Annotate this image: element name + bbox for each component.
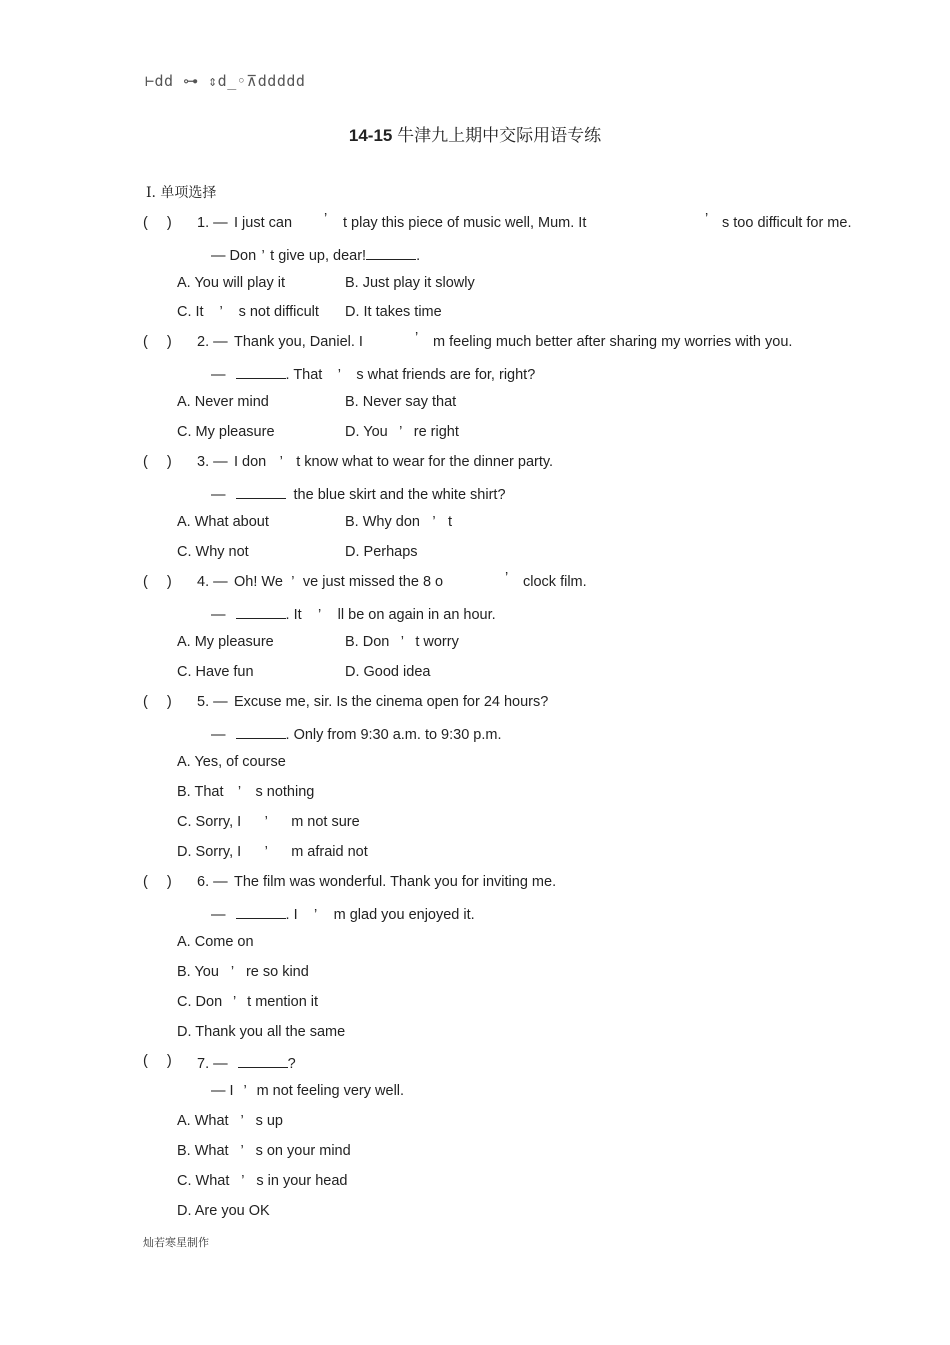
q3-answer-paren[interactable]: ( ) xyxy=(143,454,172,470)
q2-option-a[interactable]: A. Never mind xyxy=(177,394,269,410)
q7-option-a[interactable]: A. What ’ s up xyxy=(177,1113,283,1129)
q4-blank xyxy=(236,604,286,619)
q7-reply: — I ’ m not feeling very well. xyxy=(211,1083,405,1099)
q5-blank xyxy=(236,724,286,739)
q2-option-d[interactable]: D. You ’ re right xyxy=(345,424,459,440)
q4-line1-part2: clock film. xyxy=(523,574,587,590)
q3-line1: I don ’ t know what to wear for the dinner party. xyxy=(234,454,554,470)
q6-answer-paren[interactable]: ( ) xyxy=(143,874,172,890)
q1-number: 1. — xyxy=(197,215,228,231)
q4-answer-paren[interactable]: ( ) xyxy=(143,574,172,590)
q7-question: 7. — ? xyxy=(197,1053,296,1072)
q4-line1-part1: Oh! We ’ ve just missed the 8 o xyxy=(234,574,444,590)
q2-blank xyxy=(236,364,286,379)
q2-line1-part2: m feeling much better after sharing my worries with you. xyxy=(433,334,793,350)
q7-option-b[interactable]: B. What ’ s on your mind xyxy=(177,1143,351,1159)
q3-option-c[interactable]: C. Why not xyxy=(177,544,249,560)
q3-reply: — the blue skirt and the white shirt? xyxy=(211,484,506,503)
q4-option-a[interactable]: A. My pleasure xyxy=(177,634,274,650)
section-heading: Ⅰ. 单项选择 xyxy=(146,185,217,201)
q1-reply: — Don ’ t give up, dear! . xyxy=(211,245,420,264)
q7-blank xyxy=(238,1053,288,1068)
q6-reply: — . I ’ m glad you enjoyed it. xyxy=(211,904,475,923)
q5-option-a[interactable]: A. Yes, of course xyxy=(177,754,286,770)
page-header-garbled: ⊢dd ⊶ ⇕d_◦⊼ddddd xyxy=(145,72,306,90)
q6-number: 6. — xyxy=(197,874,228,890)
q1-option-c[interactable]: C. It ’ s not difficult xyxy=(177,304,319,320)
q7-option-c[interactable]: C. What ’ s in your head xyxy=(177,1173,348,1189)
q5-option-b[interactable]: B. That ’ s nothing xyxy=(177,784,315,800)
q1-option-a[interactable]: A. You will play it xyxy=(177,275,286,291)
q2-option-c[interactable]: C. My pleasure xyxy=(177,424,275,440)
q5-option-d[interactable]: D. Sorry, I ’ m afraid not xyxy=(177,844,368,860)
q4-reply: — . It ’ ll be on again in an hour. xyxy=(211,604,496,623)
q7-option-d[interactable]: D. Are you OK xyxy=(177,1203,270,1219)
q1-line1-part1: I just can xyxy=(234,215,293,231)
q6-option-a[interactable]: A. Come on xyxy=(177,934,254,950)
q3-option-d[interactable]: D. Perhaps xyxy=(345,544,418,560)
q6-option-c[interactable]: C. Don ’ t mention it xyxy=(177,994,319,1010)
q3-number: 3. — xyxy=(197,454,228,470)
q1-line1-part3: s too difficult for me. xyxy=(722,215,852,231)
q1-answer-paren[interactable]: ( ) xyxy=(143,215,172,231)
q5-option-c[interactable]: C. Sorry, I ’ m not sure xyxy=(177,814,360,830)
q2-answer-paren[interactable]: ( ) xyxy=(143,334,172,350)
q3-blank xyxy=(236,484,286,499)
q4-option-d[interactable]: D. Good idea xyxy=(345,664,431,680)
q1-option-d[interactable]: D. It takes time xyxy=(345,304,442,320)
q1-apostrophe: ’ xyxy=(705,211,709,227)
q5-number: 5. — xyxy=(197,694,228,710)
q1-line1-part2: t play this piece of music well, Mum. It xyxy=(343,215,587,231)
q6-line1: The film was wonderful. Thank you for inviting me. xyxy=(234,874,557,890)
q6-option-b[interactable]: B. You ’ re so kind xyxy=(177,964,309,980)
page-title: 14-15 牛津九上期中交际用语专练 xyxy=(348,126,602,145)
q1-blank xyxy=(366,245,416,260)
q3-option-a[interactable]: A. What about xyxy=(177,514,269,530)
q6-blank xyxy=(236,904,286,919)
q7-answer-paren[interactable]: ( ) xyxy=(143,1053,172,1069)
q4-number: 4. — xyxy=(197,574,228,590)
q4-apostrophe: ’ xyxy=(505,570,509,586)
q1-option-b[interactable]: B. Just play it slowly xyxy=(345,275,475,291)
q4-option-b[interactable]: B. Don ’ t worry xyxy=(345,634,459,650)
q6-option-d[interactable]: D. Thank you all the same xyxy=(177,1024,346,1040)
q5-answer-paren[interactable]: ( ) xyxy=(143,694,172,710)
q1-apostrophe: ’ xyxy=(324,211,328,227)
q2-number: 2. — xyxy=(197,334,228,350)
q2-reply: — . That ’ s what friends are for, right? xyxy=(211,364,535,383)
q4-option-c[interactable]: C. Have fun xyxy=(177,664,254,680)
q5-reply: — . Only from 9:30 a.m. to 9:30 p.m. xyxy=(211,724,502,743)
q3-option-b[interactable]: B. Why don ’ t xyxy=(345,514,452,530)
q5-line1: Excuse me, sir. Is the cinema open for 24 hours? xyxy=(234,694,549,710)
q2-option-b[interactable]: B. Never say that xyxy=(345,394,457,410)
q2-apostrophe: ’ xyxy=(415,330,419,346)
q2-line1-part1: Thank you, Daniel. I xyxy=(234,334,363,350)
page-footer: 灿若寒星制作 xyxy=(143,1236,209,1249)
